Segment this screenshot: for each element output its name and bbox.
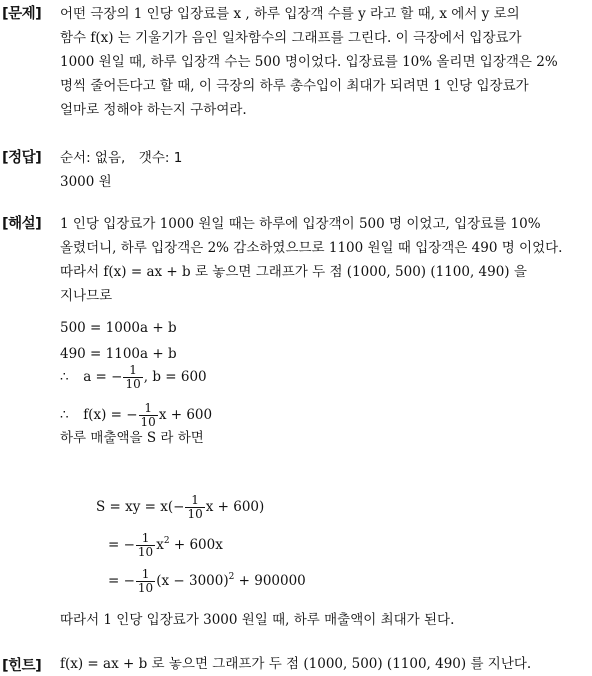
fraction-numerator: 1 [141,531,150,545]
problem-body [60,0,590,122]
fraction-f [139,402,158,429]
solution-f-left: f(x) = − [83,407,138,423]
hint-tag: [힌트] [2,658,42,674]
answer-value: 3000 원 [60,174,112,190]
explanation-line: 지나므로 [60,288,113,304]
problem-line: 어떤 극장의 1 인당 입장료를 x , 하루 입장객 수를 y 라고 할 때, x 에서 y 로의 [60,6,520,22]
revenue-line-1-right: x + 600) [205,499,265,515]
equation-1: 500 = 1000a + b [60,320,177,336]
fraction-a [123,364,142,391]
fraction-s3 [136,568,155,595]
explanation-body [60,212,590,652]
problem-line: 함수 f(x) 는 기울기가 음인 일차함수의 그래프를 그린다. 이 극장에서 입장료가 [60,30,522,46]
revenue-line-3 [108,568,306,595]
revenue-line-3-left: = − [108,573,135,589]
fraction-s2 [136,532,155,559]
revenue-line-2 [108,532,223,559]
problem-line: 얼마로 정해야 하는지 구하여라. [60,102,247,118]
revenue-line-2-left: = − [108,537,135,553]
hint-text: f(x) = ax + b 로 놓으면 그래프가 두 점 (1000, 500) (1100, 490) 를 지난다. [60,656,532,672]
revenue-line-1 [96,494,264,521]
therefore-symbol: ∴ [60,369,69,385]
answer-order-line: 순서: 없음, 갯수: 1 [60,150,183,166]
revenue-line-1-left: S = xy = x(− [96,499,185,515]
fraction-numerator: 1 [191,493,199,507]
solution-f [60,402,212,429]
explanation-line: 따라서 f(x) = ax + b 로 놓으면 그래프가 두 점 (1000, 500) (1100, 490) 을 [60,264,527,280]
problem-line: 명씩 줄어든다고 할 때, 이 극장의 하루 총수입이 최대가 되려면 1 인당 입장료가 [60,78,529,94]
revenue-line-3-square: (x − 3000) [156,573,229,589]
answer-tag: [정답] [2,150,42,166]
exponent: 2 [228,572,235,582]
therefore-symbol: ∴ [60,407,69,423]
fraction-denominator: 10 [140,415,156,429]
fraction-numerator: 1 [129,363,137,377]
revenue-line-2-x: x [156,537,164,553]
fraction-denominator: 10 [187,507,203,521]
explanation-tag: [해설] [2,216,42,232]
solution-a-b [60,364,207,391]
solution-a-left: a = − [83,369,123,385]
revenue-intro: 하루 매출액을 S 라 하면 [60,430,204,446]
problem-tag: [문제] [2,6,42,22]
fraction-numerator: 1 [141,567,150,581]
explanation-line: 1 인당 입장료가 1000 원일 때는 하루에 입장객이 500 명 이었고, 입장료를 10% [60,216,541,232]
fraction-numerator: 1 [144,401,152,415]
solution-f-right: x + 600 [158,407,213,423]
solution-b: , b = 600 [143,369,207,385]
fraction-s1 [185,494,204,521]
answer-body [60,146,590,194]
hint-body [60,654,590,674]
revenue-line-3-rest: + 900000 [234,573,306,589]
exponent: 2 [163,536,170,546]
equation-2: 490 = 1100a + b [60,346,177,362]
problem-line: 1000 원일 때, 하루 입장객 수는 500 명이었다. 입장료를 10% 올리면 입장객은 2% [60,54,558,70]
explanation-line: 올렸더니, 하루 입장객은 2% 감소하였으므로 1100 원일 때 입장객은 490 명 이었다. [60,240,563,256]
revenue-line-2-rest: + 600x [169,537,223,553]
fraction-denominator: 10 [137,545,154,559]
fraction-denominator: 10 [125,377,141,391]
fraction-denominator: 10 [137,581,154,595]
conclusion: 따라서 1 인당 입장료가 3000 원일 때, 하루 매출액이 최대가 된다. [60,612,455,628]
